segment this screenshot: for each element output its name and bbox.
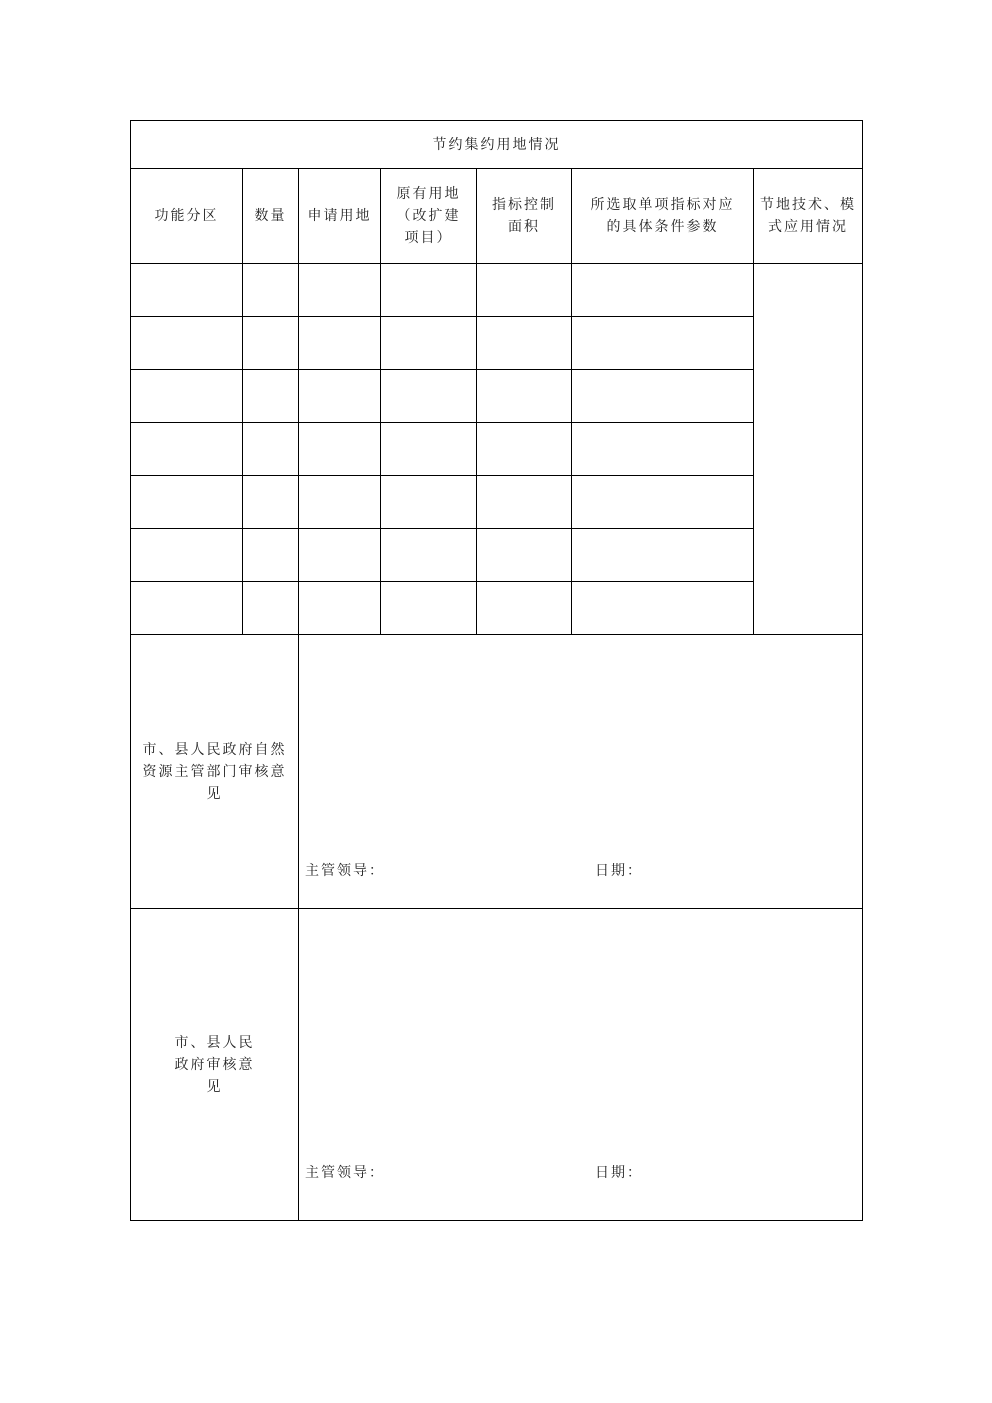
header-tech: 节地技术、模式应用情况 [754,169,863,264]
header-applied-land: 申请用地 [299,169,381,264]
index-area-cell[interactable] [477,582,572,635]
zone-cell[interactable] [131,423,243,476]
original-land-cell[interactable] [381,582,477,635]
zone-cell[interactable] [131,529,243,582]
date-label: 日期： [595,1165,643,1181]
table-row [131,317,863,370]
date-label: 日期： [595,863,643,879]
zone-cell[interactable] [131,370,243,423]
review-row-natural-resources [131,635,863,909]
review-opinion-government[interactable] [299,909,863,1221]
original-land-cell[interactable] [381,317,477,370]
applied-land-cell[interactable] [299,529,381,582]
title-row [131,121,863,169]
index-area-cell[interactable] [477,423,572,476]
params-cell[interactable] [572,529,754,582]
review-opinion-natural-resources[interactable] [299,635,863,909]
count-cell[interactable] [243,370,299,423]
index-area-cell[interactable] [477,264,572,317]
header-index-area: 指标控制面积 [477,169,572,264]
header-row [131,169,863,264]
count-cell[interactable] [243,264,299,317]
params-cell[interactable] [572,423,754,476]
count-cell[interactable] [243,582,299,635]
table-row [131,370,863,423]
original-land-cell[interactable] [381,370,477,423]
leader-label: 主管领导： [305,1165,385,1181]
review-label-natural-resources: 市、县人民政府自然资源主管部门审核意见 [131,635,299,909]
form-title: 节约集约用地情况 [131,121,863,169]
leader-label: 主管领导： [305,863,385,879]
index-area-cell[interactable] [477,370,572,423]
applied-land-cell[interactable] [299,476,381,529]
table-row [131,476,863,529]
index-area-cell[interactable] [477,317,572,370]
params-cell[interactable] [572,317,754,370]
land-use-form-table [130,120,863,1221]
applied-land-cell[interactable] [299,582,381,635]
count-cell[interactable] [243,317,299,370]
header-original-land: 原有用地（改扩建项目） [381,169,477,264]
original-land-cell[interactable] [381,423,477,476]
table-row [131,582,863,635]
count-cell[interactable] [243,476,299,529]
index-area-cell[interactable] [477,476,572,529]
table-row [131,529,863,582]
zone-cell[interactable] [131,582,243,635]
header-zone: 功能分区 [131,169,243,264]
header-params: 所选取单项指标对应的具体条件参数 [572,169,754,264]
zone-cell[interactable] [131,317,243,370]
zone-cell[interactable] [131,476,243,529]
review-label-government: 市、县人民政府审核意见 [131,909,299,1221]
params-cell[interactable] [572,476,754,529]
applied-land-cell[interactable] [299,317,381,370]
params-cell[interactable] [572,582,754,635]
table-row [131,264,863,317]
index-area-cell[interactable] [477,529,572,582]
applied-land-cell[interactable] [299,264,381,317]
count-cell[interactable] [243,423,299,476]
header-count: 数量 [243,169,299,264]
table-row [131,423,863,476]
review-row-government [131,909,863,1221]
original-land-cell[interactable] [381,529,477,582]
zone-cell[interactable] [131,264,243,317]
params-cell[interactable] [572,264,754,317]
params-cell[interactable] [572,370,754,423]
applied-land-cell[interactable] [299,370,381,423]
count-cell[interactable] [243,529,299,582]
original-land-cell[interactable] [381,476,477,529]
applied-land-cell[interactable] [299,423,381,476]
original-land-cell[interactable] [381,264,477,317]
tech-cell[interactable] [754,264,863,635]
